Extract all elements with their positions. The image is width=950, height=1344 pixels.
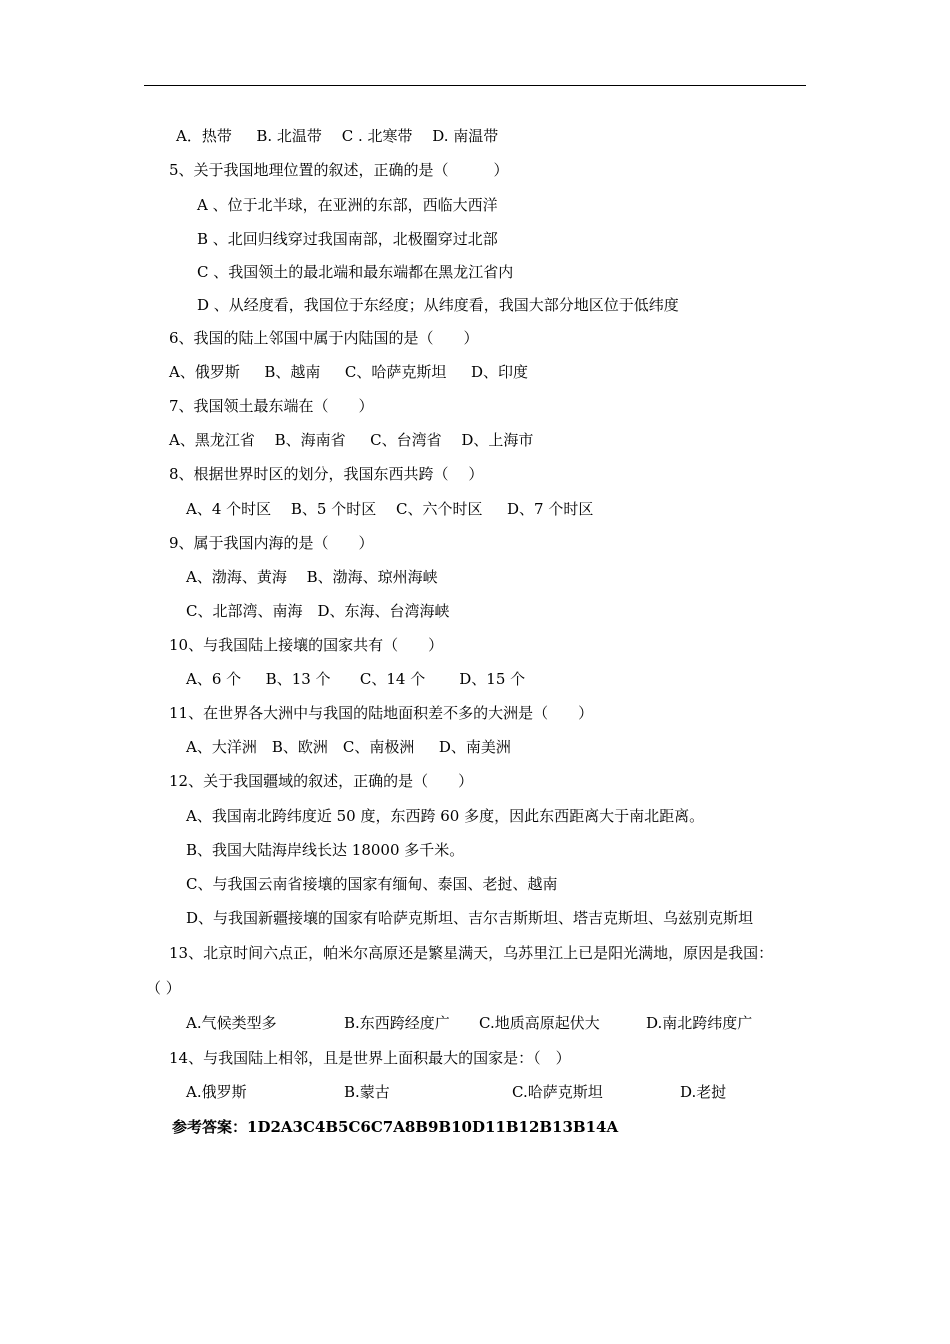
answer-key: 参考答案：1D2A3C4B5C6C7A8B9B10D11B12B13B14A (172, 1118, 619, 1136)
q14-stem: 14、与我国陆上相邻，且是世界上面积最大的国家是：（ ） (169, 1049, 571, 1067)
q13-stem: 13、北京时间六点正，帕米尔高原还是繁星满天，乌苏里江上已是阳光满地，原因是我国： (169, 944, 774, 962)
q13-option-c: C.地质高原起伏大 (479, 1014, 600, 1032)
q7-options: A、黑龙江省 B、海南省 C、台湾省 D、上海市 (169, 431, 534, 449)
q8-stem: 8、根据世界时区的划分，我国东西共跨（ ） (169, 465, 484, 483)
q10-stem: 10、与我国陆上接壤的国家共有（ ） (169, 636, 444, 654)
q12-option-d: D、与我国新疆接壤的国家有哈萨克斯坦、吉尔吉斯斯坦、塔吉克斯坦、乌兹别克斯坦 (186, 909, 754, 927)
q9-options-row1: A、渤海、黄海 B、渤海、琼州海峡 (186, 568, 438, 586)
q12-stem: 12、关于我国疆域的叙述，正确的是（ ） (169, 772, 474, 790)
q4-options: A．热带 B. 北温带 C . 北寒带 D. 南温带 (176, 127, 499, 145)
q13-option-d: D.南北跨纬度广 (646, 1014, 753, 1032)
header-rule (144, 85, 806, 86)
q5-option-c: C 、我国领土的最北端和最东端都在黑龙江省内 (197, 263, 514, 281)
q6-stem: 6、我国的陆上邻国中属于内陆国的是（ ） (169, 329, 479, 347)
q9-options-row2: C、北部湾、南海 D、东海、台湾海峡 (186, 602, 450, 620)
q13-option-b: B.东西跨经度广 (344, 1014, 450, 1032)
q12-option-a: A、我国南北跨纬度近 50 度，东西跨 60 多度，因此东西距离大于南北距离。 (186, 807, 705, 825)
q5-option-a: A 、位于北半球，在亚洲的东部，西临大西洋 (197, 196, 498, 214)
q5-option-d: D 、从经度看，我国位于东经度；从纬度看，我国大部分地区位于低纬度 (197, 296, 679, 314)
q8-options: A、4 个时区 B、5 个时区 C、六个时区 D、7 个时区 (186, 500, 594, 518)
q10-options: A、6 个 B、13 个 C、14 个 D、15 个 (186, 670, 526, 688)
q14-option-b: B.蒙古 (344, 1083, 390, 1101)
q5-stem: 5、关于我国地理位置的叙述，正确的是（ ） (169, 161, 509, 179)
q14-option-c: C.哈萨克斯坦 (512, 1083, 603, 1101)
q14-option-d: D.老挝 (680, 1083, 727, 1101)
q13-option-a: A.气候类型多 (186, 1014, 277, 1032)
q5-option-b: B 、北回归线穿过我国南部，北极圈穿过北部 (197, 230, 498, 248)
q7-stem: 7、我国领土最东端在（ ） (169, 397, 374, 415)
q12-option-b: B、我国大陆海岸线长达 18000 多千米。 (186, 841, 465, 859)
q13-stem-continuation: （ ） (146, 979, 181, 997)
q11-options: A、大洋洲 B、欧洲 C、南极洲 D、南美洲 (186, 738, 511, 756)
q6-options: A、俄罗斯 B、越南 C、哈萨克斯坦 D、印度 (169, 363, 528, 381)
q14-option-a: A.俄罗斯 (186, 1083, 247, 1101)
q11-stem: 11、在世界各大洲中与我国的陆地面积差不多的大洲是（ ） (169, 704, 594, 722)
q12-option-c: C、与我国云南省接壤的国家有缅甸、泰国、老挝、越南 (186, 875, 558, 893)
q9-stem: 9、属于我国内海的是（ ） (169, 534, 374, 552)
